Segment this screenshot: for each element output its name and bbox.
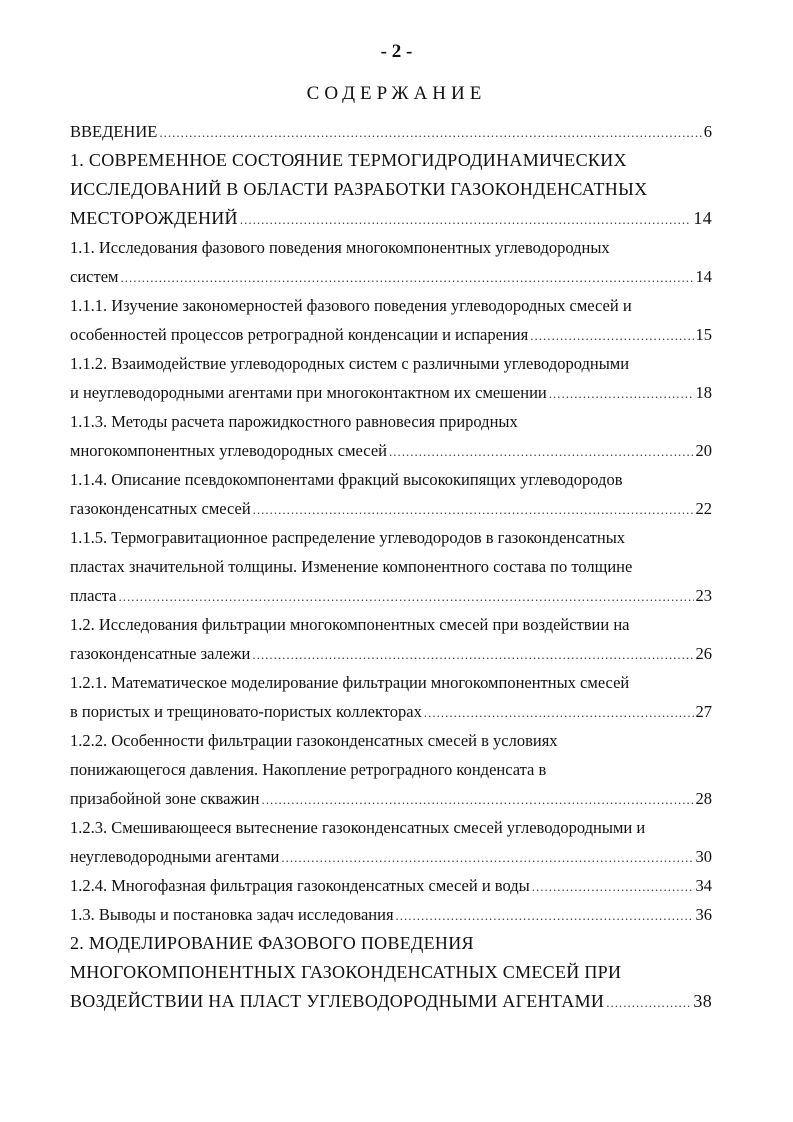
- toc-entry-line: [70, 233, 712, 262]
- toc-entry-line: [70, 755, 712, 784]
- toc-entry-text: 1.1. Исследования фазового поведения многокомпонентных углеводородных: [70, 238, 610, 257]
- toc-entry[interactable]: [70, 146, 712, 233]
- toc-entry-text: ВОЗДЕЙСТВИИ НА ПЛАСТ УГЛЕВОДОРОДНЫМИ АГЕНТАМИ: [70, 991, 605, 1011]
- page-number: - 2 -: [380, 41, 413, 62]
- toc-entry-line: [70, 581, 712, 610]
- toc-entry-line: [70, 320, 712, 349]
- toc-entry-line: [70, 407, 712, 436]
- toc-entry-text: 1.1.2. Взаимодействие углеводородных систем с различными углеводородными: [70, 354, 630, 373]
- toc-entry-text: 1.1.1. Изучение закономерностей фазового поведения углеводородных смесей и: [70, 296, 632, 315]
- toc-entry[interactable]: [70, 465, 712, 523]
- toc-entry[interactable]: [70, 523, 712, 610]
- toc-entry-text: 2. МОДЕЛИРОВАНИЕ ФАЗОВОГО ПОВЕДЕНИЯ: [70, 933, 474, 953]
- toc-entry[interactable]: [70, 929, 712, 1016]
- toc-entry-line: [70, 436, 712, 465]
- dot-leader: [262, 785, 694, 814]
- toc-entry-text: пластах значительной толщины. Изменение компонентного состава по толщине: [70, 557, 633, 576]
- toc-entry-line: [70, 552, 712, 581]
- toc-entry-line: [70, 465, 712, 494]
- toc-page-number: 18: [695, 383, 712, 402]
- toc-entry-text: призабойной зоне скважин: [70, 789, 260, 808]
- toc-entry-line: [70, 958, 712, 987]
- toc-entry[interactable]: [70, 291, 712, 349]
- dot-leader: [606, 988, 691, 1017]
- toc-entry-text: и неуглеводородными агентами при многоконтактном их смешении: [70, 383, 547, 402]
- toc-entry-text: 1.1.4. Описание псевдокомпонентами фракций высококипящих углеводородов: [70, 470, 623, 489]
- toc-entry-line: [70, 204, 712, 233]
- toc-entry[interactable]: [70, 233, 712, 291]
- dot-leader: [396, 901, 694, 930]
- toc-entry-text: 1.1.3. Методы расчета парожидкостного равновесия природных: [70, 412, 518, 431]
- toc-entry-line: [70, 871, 712, 900]
- toc-entry-text: МНОГОКОМПОНЕНТНЫХ ГАЗОКОНДЕНСАТНЫХ СМЕСЕЙ ПРИ: [70, 962, 622, 982]
- toc-entry-text: понижающегося давления. Накопление ретроградного конденсата в: [70, 760, 547, 779]
- dot-leader: [549, 379, 694, 408]
- toc-entry-line: [70, 813, 712, 842]
- toc-entry-text: особенностей процессов ретроградной конденсации и испарения: [70, 325, 529, 344]
- toc-entry-line: [70, 900, 712, 929]
- toc-entry-text: пласта: [70, 586, 117, 605]
- toc-entry-text: газоконденсатных смесей: [70, 499, 251, 518]
- toc-entry-text: 1.3. Выводы и постановка задач исследования: [70, 905, 394, 924]
- toc-entry-text: 1.2.2. Особенности фильтрации газоконденсатных смесей в условиях: [70, 731, 558, 750]
- toc-page-number: 38: [693, 991, 712, 1011]
- toc-page-number: 36: [695, 905, 712, 924]
- toc-entry-line: [70, 494, 712, 523]
- toc-entry-line: [70, 262, 712, 291]
- toc-page-number: 14: [693, 208, 712, 228]
- toc-page-number: 27: [695, 702, 712, 721]
- toc-entry-line: [70, 117, 712, 146]
- toc-page-number: 6: [703, 122, 712, 141]
- toc-entry-line: [70, 639, 712, 668]
- toc-entry-text: ВВЕДЕНИЕ: [70, 122, 158, 141]
- toc-entry[interactable]: [70, 349, 712, 407]
- toc-entry[interactable]: [70, 900, 712, 929]
- toc-entry-line: [70, 146, 712, 175]
- toc-entry-text: в пористых и трещиновато-пористых коллекторах: [70, 702, 422, 721]
- toc-page-number: 26: [695, 644, 712, 663]
- toc-entry-line: [70, 291, 712, 320]
- toc-entry[interactable]: [70, 726, 712, 813]
- toc-entry-text: многокомпонентных углеводородных смесей: [70, 441, 387, 460]
- dot-leader: [159, 118, 701, 147]
- dot-leader: [389, 437, 694, 466]
- toc-entry[interactable]: [70, 117, 712, 146]
- dot-leader: [424, 698, 694, 727]
- toc-entry-line: [70, 668, 712, 697]
- dot-leader: [281, 843, 693, 872]
- toc-entry-line: [70, 610, 712, 639]
- toc-page-number: 30: [695, 847, 712, 866]
- toc-entry-line: [70, 929, 712, 958]
- dot-leader: [532, 872, 694, 901]
- toc-page-number: 34: [695, 876, 712, 895]
- toc-entry-text: газоконденсатные залежи: [70, 644, 251, 663]
- dot-leader: [240, 205, 692, 234]
- table-of-contents: [70, 117, 712, 1016]
- toc-entry-line: [70, 697, 712, 726]
- toc-entry-line: [70, 987, 712, 1016]
- toc-title: СОДЕРЖАНИЕ: [306, 83, 487, 104]
- dot-leader: [253, 495, 694, 524]
- toc-entry[interactable]: [70, 407, 712, 465]
- toc-page-number: 14: [695, 267, 712, 286]
- toc-entry[interactable]: [70, 813, 712, 871]
- toc-entry-text: 1.2. Исследования фильтрации многокомпонентных смесей при воздействии на: [70, 615, 630, 634]
- toc-entry-line: [70, 349, 712, 378]
- toc-page-number: 15: [695, 325, 712, 344]
- dot-leader: [118, 582, 693, 611]
- toc-page-number: 20: [695, 441, 712, 460]
- toc-entry-text: МЕСТОРОЖДЕНИЙ: [70, 208, 238, 228]
- toc-entry-line: [70, 175, 712, 204]
- toc-entry-line: [70, 523, 712, 552]
- toc-page-number: 23: [695, 586, 712, 605]
- toc-entry-text: 1.1.5. Термогравитационное распределение углеводородов в газоконденсатных: [70, 528, 626, 547]
- toc-entry-text: 1.2.3. Смешивающееся вытеснение газоконденсатных смесей углеводородными и: [70, 818, 646, 837]
- toc-page-number: 28: [695, 789, 712, 808]
- toc-entry[interactable]: [70, 668, 712, 726]
- toc-entry[interactable]: [70, 610, 712, 668]
- toc-entry-text: 1.2.1. Математическое моделирование фильтрации многокомпонентных смесей: [70, 673, 630, 692]
- toc-entry[interactable]: [70, 871, 712, 900]
- toc-entry-text: неуглеводородными агентами: [70, 847, 280, 866]
- toc-entry-text: 1. СОВРЕМЕННОЕ СОСТОЯНИЕ ТЕРМОГИДРОДИНАМИЧЕСКИХ: [70, 150, 627, 170]
- toc-entry-line: [70, 842, 712, 871]
- dot-leader: [252, 640, 693, 669]
- toc-page-number: 22: [695, 499, 712, 518]
- toc-entry-line: [70, 726, 712, 755]
- dot-leader: [530, 321, 693, 350]
- toc-entry-text: 1.2.4. Многофазная фильтрация газоконденсатных смесей и воды: [70, 876, 530, 895]
- toc-entry-text: систем: [70, 267, 119, 286]
- dot-leader: [120, 263, 693, 292]
- toc-entry-line: [70, 784, 712, 813]
- toc-entry-text: ИССЛЕДОВАНИЙ В ОБЛАСТИ РАЗРАБОТКИ ГАЗОКОНДЕНСАТНЫХ: [70, 179, 648, 199]
- toc-entry-line: [70, 378, 712, 407]
